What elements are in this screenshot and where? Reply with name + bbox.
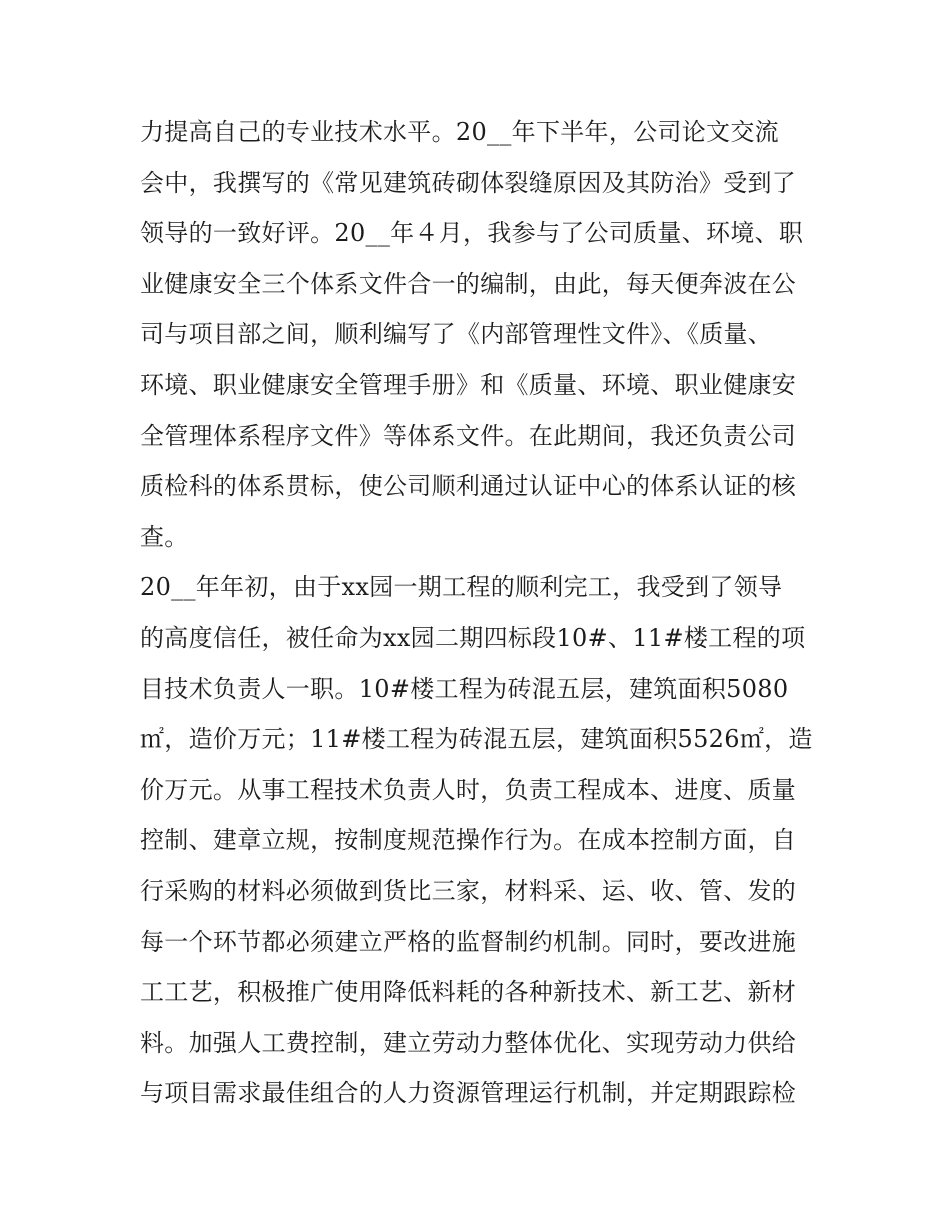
text-line: 控制、建章立规，按制度规范操作行为。在成本控制方面，自 <box>140 826 797 855</box>
text-line: 业健康安全三个体系文件合一的编制，由此，每天便奔波在公 <box>140 269 797 298</box>
text-line: 与项目需求最佳组合的人力资源管理运行机制，并定期跟踪检 <box>140 1079 797 1108</box>
text-line: 司与项目部之间，顺利编写了《内部管理性文件》、《质量、 <box>140 320 773 349</box>
text-line: 全管理体系程序文件》等体系文件。在此期间，我还负责公司 <box>140 421 797 450</box>
text-line: 查。 <box>140 522 189 551</box>
text-line: 料。加强人工费控制，建立劳动力整体优化、实现劳动力供给 <box>140 1028 797 1057</box>
text-line: 目技术负责人一职。10#楼工程为砖混五层，建筑面积5080 <box>140 674 789 703</box>
text-line: 力提高自己的专业技术水平。20__年下半年，公司论文交流 <box>140 118 779 146</box>
text-line: ㎡，造价万元；11#楼工程为砖混五层，建筑面积5526㎡，造 <box>140 725 813 754</box>
text-line: 质检科的体系贯标，使公司顺利通过认证中心的体系认证的核 <box>140 472 797 501</box>
text-line: 工工艺，积极推广使用降低料耗的各种新技术、新工艺、新材 <box>140 978 797 1007</box>
text-line: 环境、职业健康安全管理手册》和《质量、环境、职业健康安 <box>140 370 797 399</box>
text-line: 价万元。从事工程技术负责人时，负责工程成本、进度、质量 <box>140 775 797 804</box>
text-line: 每一个环节都必须建立严格的监督制约机制。同时，要改进施 <box>140 927 797 956</box>
text-line: 领导的一致好评。20__年４月，我参与了公司质量、环境、职 <box>140 219 804 248</box>
text-line: 的高度信任，被任命为xx园二期四标段10#、11#楼工程的项 <box>140 623 806 652</box>
text-line: 20__年年初，由于xx园一期工程的顺利完工，我受到了领导 <box>140 573 783 602</box>
text-line: 行采购的材料必须做到货比三家，材料采、运、收、管、发的 <box>140 876 797 905</box>
text-line: 会中，我撰写的《常见建筑砖砌体裂缝原因及其防治》受到了 <box>140 168 797 197</box>
body-text <box>140 107 820 1119</box>
